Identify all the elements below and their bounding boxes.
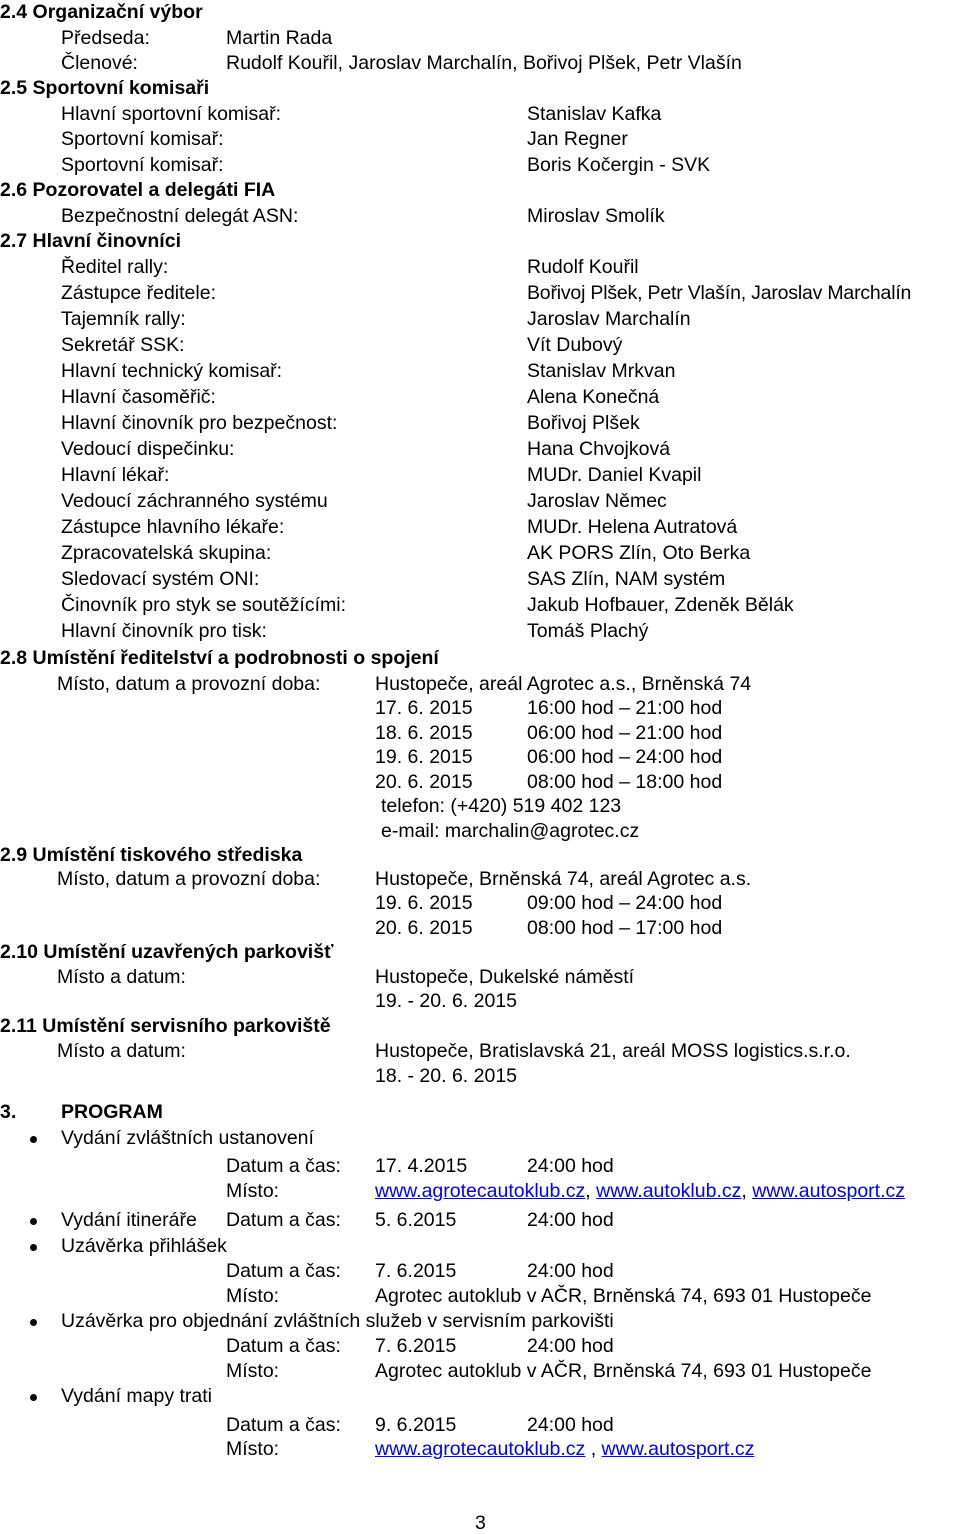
row-value: MUDr. Daniel Kvapil	[527, 464, 702, 486]
schedule-time: 09:00 hod – 24:00 hod	[527, 892, 723, 914]
row-label: Sledovací systém ONI:	[61, 568, 260, 590]
row-label: Hlavní činovník pro tisk:	[61, 620, 267, 642]
links-line: www.agrotecautoklub.cz , www.autosport.cz	[375, 1438, 755, 1460]
date-label: Datum a čas:	[226, 1155, 341, 1177]
row-value: Alena Konečná	[527, 386, 660, 408]
row-label: Vedoucí dispečinku:	[61, 438, 235, 460]
row-label: Zástupce hlavního lékaře:	[61, 516, 285, 538]
row-label: Sportovní komisař:	[61, 128, 224, 150]
schedule-time: 08:00 hod – 17:00 hod	[527, 917, 723, 939]
phone: telefon: (+420) 519 402 123	[381, 795, 622, 817]
section-2-8-heading: 2.8 Umístění ředitelství a podrobnosti o spojení	[0, 647, 439, 669]
row-value: Bořivoj Plšek	[527, 412, 640, 434]
section-2-4-heading: 2.4 Organizační výbor	[0, 1, 203, 23]
schedule-time: 06:00 hod – 24:00 hod	[527, 746, 723, 768]
schedule-date: 17. 6. 2015	[375, 697, 473, 719]
row-label: Místo, datum a provozní doba:	[57, 673, 321, 695]
links-line: www.agrotecautoklub.cz, www.autoklub.cz, www.autosport.cz	[375, 1180, 906, 1202]
place-label: Místo:	[226, 1360, 280, 1382]
row-label: Hlavní technický komisař:	[61, 360, 283, 382]
row-label: Sportovní komisař:	[61, 154, 224, 176]
program-item-title: Vydání mapy trati	[61, 1385, 213, 1407]
row-label: Hlavní činovník pro bezpečnost:	[61, 412, 338, 434]
row-label: Zpracovatelská skupina:	[61, 542, 272, 564]
schedule-time: 08:00 hod – 18:00 hod	[527, 771, 723, 793]
row-value: Jaroslav Marchalín	[527, 308, 691, 330]
row-label: Bezpečnostní delegát ASN:	[61, 205, 299, 227]
row-label: Hlavní sportovní komisař:	[61, 103, 281, 125]
program-number: 3.	[0, 1101, 17, 1123]
program-item-date: 7. 6.2015	[375, 1335, 457, 1357]
row-label: Ředitel rally:	[61, 256, 169, 278]
program-item-title: Vydání itineráře	[61, 1209, 197, 1231]
bullet-icon	[30, 1319, 37, 1326]
row-value: Jan Regner	[527, 128, 628, 150]
schedule-time: 06:00 hod – 21:00 hod	[527, 722, 723, 744]
bullet-icon	[30, 1244, 37, 1251]
program-item-title: Vydání zvláštních ustanovení	[61, 1127, 314, 1149]
program-item-date: 17. 4.2015	[375, 1155, 468, 1177]
program-title: PROGRAM	[61, 1101, 163, 1123]
program-item-time: 24:00 hod	[527, 1414, 614, 1436]
link-agrotecautoklub[interactable]: www.agrotecautoklub.cz	[375, 1438, 586, 1460]
row-value: Hustopeče, areál Agrotec a.s., Brněnská 74	[375, 673, 752, 695]
program-item-time: 24:00 hod	[527, 1260, 614, 1282]
row-label: Předseda:	[61, 27, 150, 49]
row-label: Zástupce ředitele:	[61, 282, 217, 304]
row-value: Rudolf Kouřil	[527, 256, 639, 278]
section-2-6-heading: 2.6 Pozorovatel a delegáti FIA	[0, 179, 276, 201]
schedule-time: 16:00 hod – 21:00 hod	[527, 697, 723, 719]
link-autosport[interactable]: www.autosport.cz	[752, 1180, 906, 1202]
section-2-11-heading: 2.11 Umístění servisního parkoviště	[0, 1015, 331, 1037]
page-number: 3	[475, 1512, 486, 1534]
row-value: Martin Rada	[226, 27, 333, 49]
row-value: Hustopeče, Bratislavská 21, areál MOSS logistics.s.r.o.	[375, 1040, 851, 1062]
row-value: Boris Kočergin - SVK	[527, 154, 711, 176]
bullet-icon	[30, 1136, 37, 1143]
schedule-date: 19. 6. 2015	[375, 746, 473, 768]
row-value: MUDr. Helena Autratová	[527, 516, 738, 538]
program-item-time: 24:00 hod	[527, 1335, 614, 1357]
row-value: Bořivoj Plšek, Petr Vlašín, Jaroslav Marchalín	[527, 282, 912, 304]
row-value: Rudolf Kouřil, Jaroslav Marchalín, Bořivoj Plšek, Petr Vlašín	[226, 52, 742, 74]
section-2-5-heading: 2.5 Sportovní komisaři	[0, 77, 210, 99]
program-item-date: 7. 6.2015	[375, 1260, 457, 1282]
program-item-time: 24:00 hod	[527, 1155, 614, 1177]
row-value: SAS Zlín, NAM systém	[527, 568, 726, 590]
row-value: Vít Dubový	[527, 334, 623, 356]
row-value: Tomáš Plachý	[527, 620, 649, 642]
schedule-date: 18. 6. 2015	[375, 722, 473, 744]
row-value: Hana Chvojková	[527, 438, 671, 460]
program-item-date: 5. 6.2015	[375, 1209, 457, 1231]
program-item-place: Agrotec autoklub v AČR, Brněnská 74, 693 01 Hustopeče	[375, 1360, 872, 1382]
row-value: Jakub Hofbauer, Zdeněk Bělák	[527, 594, 794, 616]
row-value: Jaroslav Němec	[527, 490, 667, 512]
date-label: Datum a čas:	[226, 1335, 341, 1357]
section-2-10-heading: 2.10 Umístění uzavřených parkovišť	[0, 941, 334, 963]
section-2-9-heading: 2.9 Umístění tiskového střediska	[0, 844, 303, 866]
row-label: Hlavní lékař:	[61, 464, 170, 486]
row-value: Stanislav Kafka	[527, 103, 662, 125]
link-autoklub[interactable]: www.autoklub.cz	[596, 1180, 742, 1202]
row-label: Hlavní časoměřič:	[61, 386, 216, 408]
program-item-title: Uzávěrka pro objednání zvláštních služeb v servisním parkovišti	[61, 1310, 614, 1332]
link-agrotecautoklub[interactable]: www.agrotecautoklub.cz	[375, 1180, 586, 1202]
row-label: Místo a datum:	[57, 1040, 186, 1062]
program-item-date: 9. 6.2015	[375, 1414, 457, 1436]
link-autosport[interactable]: www.autosport.cz	[601, 1438, 755, 1460]
program-item-title: Uzávěrka přihlášek	[61, 1235, 227, 1257]
row-date: 19. - 20. 6. 2015	[375, 990, 518, 1012]
date-label: Datum a čas:	[226, 1414, 341, 1436]
row-label: Členové:	[61, 52, 138, 74]
bullet-icon	[30, 1218, 37, 1225]
row-label: Tajemník rally:	[61, 308, 186, 330]
row-value: Stanislav Mrkvan	[527, 360, 676, 382]
row-label: Místo, datum a provozní doba:	[57, 868, 321, 890]
schedule-date: 19. 6. 2015	[375, 892, 473, 914]
bullet-icon	[30, 1394, 37, 1401]
place-label: Místo:	[226, 1180, 280, 1202]
schedule-date: 20. 6. 2015	[375, 771, 473, 793]
row-value: Hustopeče, Dukelské náměstí	[375, 966, 635, 988]
place-label: Místo:	[226, 1285, 280, 1307]
row-value: AK PORS Zlín, Oto Berka	[527, 542, 751, 564]
row-date: 18. - 20. 6. 2015	[375, 1065, 518, 1087]
program-item-time: 24:00 hod	[527, 1209, 614, 1231]
date-label: Datum a čas:	[226, 1209, 341, 1231]
row-value: Miroslav Smolík	[527, 205, 665, 227]
program-item-place: Agrotec autoklub v AČR, Brněnská 74, 693 01 Hustopeče	[375, 1285, 872, 1307]
row-label: Činovník pro styk se soutěžícími:	[61, 594, 347, 616]
section-2-7-heading: 2.7 Hlavní činovníci	[0, 230, 181, 252]
schedule-date: 20. 6. 2015	[375, 917, 473, 939]
place-label: Místo:	[226, 1438, 280, 1460]
row-label: Místo a datum:	[57, 966, 186, 988]
row-label: Vedoucí záchranného systému	[61, 490, 328, 512]
row-value: Hustopeče, Brněnská 74, areál Agrotec a.s.	[375, 868, 752, 890]
date-label: Datum a čas:	[226, 1260, 341, 1282]
email: e-mail: marchalin@agrotec.cz	[381, 820, 640, 842]
row-label: Sekretář SSK:	[61, 334, 185, 356]
